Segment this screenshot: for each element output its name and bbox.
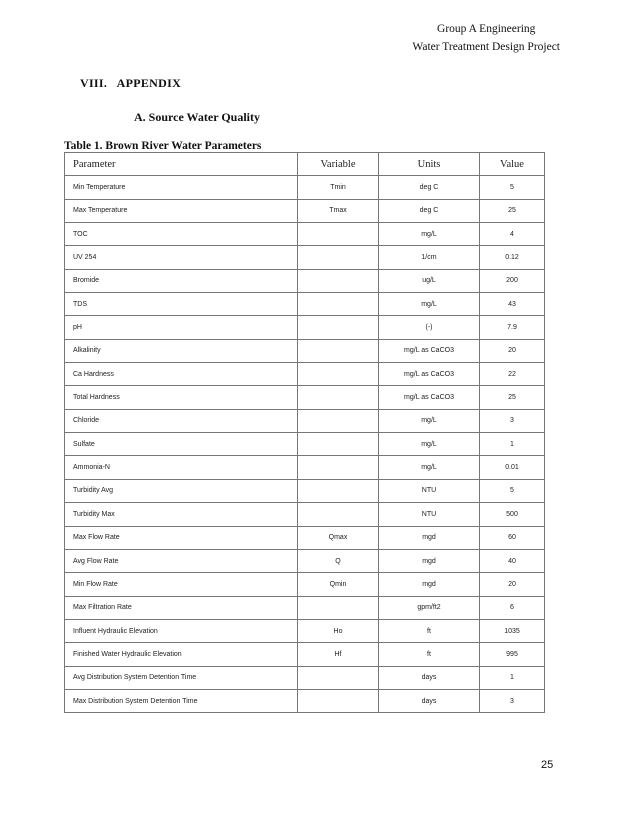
cell-units: NTU <box>379 479 480 502</box>
cell-variable <box>298 363 379 386</box>
cell-variable <box>298 409 379 432</box>
cell-value: 200 <box>480 269 545 292</box>
header-project: Water Treatment Design Project <box>412 41 560 53</box>
header-organization: Group A Engineering <box>437 23 536 35</box>
table-row <box>65 386 545 409</box>
cell-parameter: UV 254 <box>65 246 298 269</box>
column-header-variable: Variable <box>298 153 379 176</box>
cell-parameter: Ca Hardness <box>65 363 298 386</box>
cell-value: 7.9 <box>480 316 545 339</box>
cell-value: 40 <box>480 549 545 572</box>
cell-parameter: Chloride <box>65 409 298 432</box>
cell-variable <box>298 223 379 246</box>
cell-variable <box>298 689 379 712</box>
cell-parameter: Finished Water Hydraulic Elevation <box>65 643 298 666</box>
cell-variable: Tmin <box>298 176 379 199</box>
cell-parameter: Avg Flow Rate <box>65 549 298 572</box>
cell-units: (-) <box>379 316 480 339</box>
cell-variable <box>298 456 379 479</box>
cell-variable <box>298 269 379 292</box>
cell-value: 0.12 <box>480 246 545 269</box>
table-row <box>65 293 545 316</box>
cell-value: 25 <box>480 386 545 409</box>
table-row <box>65 409 545 432</box>
cell-variable <box>298 479 379 502</box>
table-row <box>65 596 545 619</box>
cell-variable: Q <box>298 549 379 572</box>
table-row <box>65 316 545 339</box>
page-number: 25 <box>541 759 554 771</box>
cell-variable: Qmin <box>298 573 379 596</box>
table-row <box>65 433 545 456</box>
cell-variable: Qmax <box>298 526 379 549</box>
table-caption: Table 1. Brown River Water Parameters <box>64 140 262 152</box>
cell-variable <box>298 386 379 409</box>
table-row <box>65 573 545 596</box>
table-row <box>65 339 545 362</box>
cell-units: mg/L <box>379 433 480 456</box>
cell-variable <box>298 503 379 526</box>
table-row <box>65 456 545 479</box>
column-header-value: Value <box>480 153 545 176</box>
table-row <box>65 479 545 502</box>
table-row <box>65 363 545 386</box>
cell-value: 1035 <box>480 619 545 642</box>
table-row <box>65 549 545 572</box>
cell-parameter: Bromide <box>65 269 298 292</box>
cell-units: mg/L <box>379 409 480 432</box>
cell-units: mg/L as CaCO3 <box>379 386 480 409</box>
cell-variable <box>298 666 379 689</box>
cell-value: 5 <box>480 176 545 199</box>
cell-variable <box>298 316 379 339</box>
table-row <box>65 223 545 246</box>
cell-value: 20 <box>480 573 545 596</box>
column-header-parameter: Parameter <box>65 153 298 176</box>
cell-parameter: Min Flow Rate <box>65 573 298 596</box>
column-header-units: Units <box>379 153 480 176</box>
cell-parameter: Ammonia-N <box>65 456 298 479</box>
table-row <box>65 199 545 222</box>
cell-parameter: Max Flow Rate <box>65 526 298 549</box>
cell-variable <box>298 433 379 456</box>
table-row <box>65 619 545 642</box>
cell-value: 3 <box>480 689 545 712</box>
cell-value: 5 <box>480 479 545 502</box>
section-title: APPENDIX <box>116 76 182 90</box>
cell-units: mg/L <box>379 223 480 246</box>
cell-units: gpm/ft2 <box>379 596 480 619</box>
cell-value: 22 <box>480 363 545 386</box>
cell-variable <box>298 339 379 362</box>
cell-parameter: Avg Distribution System Detention Time <box>65 666 298 689</box>
cell-value: 1 <box>480 666 545 689</box>
table-row <box>65 246 545 269</box>
cell-units: mg/L <box>379 293 480 316</box>
section-heading <box>80 76 181 91</box>
table-header-row <box>65 153 545 176</box>
water-parameters-table <box>64 152 545 713</box>
cell-variable: Hf <box>298 643 379 666</box>
cell-units: mgd <box>379 526 480 549</box>
cell-variable: Tmax <box>298 199 379 222</box>
cell-parameter: TDS <box>65 293 298 316</box>
cell-variable: Ho <box>298 619 379 642</box>
table-row <box>65 176 545 199</box>
cell-parameter: Max Distribution System Detention Time <box>65 689 298 712</box>
table-row <box>65 666 545 689</box>
cell-units: ug/L <box>379 269 480 292</box>
cell-units: mgd <box>379 573 480 596</box>
cell-units: 1/cm <box>379 246 480 269</box>
section-number: VIII. <box>80 76 108 90</box>
cell-units: ft <box>379 643 480 666</box>
cell-value: 995 <box>480 643 545 666</box>
cell-units: deg C <box>379 199 480 222</box>
cell-value: 6 <box>480 596 545 619</box>
cell-parameter: Turbidity Avg <box>65 479 298 502</box>
cell-units: ft <box>379 619 480 642</box>
cell-units: days <box>379 689 480 712</box>
cell-variable <box>298 246 379 269</box>
cell-value: 3 <box>480 409 545 432</box>
cell-variable <box>298 293 379 316</box>
cell-value: 4 <box>480 223 545 246</box>
cell-value: 43 <box>480 293 545 316</box>
page-header <box>412 20 560 56</box>
table-row <box>65 643 545 666</box>
table-row <box>65 503 545 526</box>
cell-parameter: pH <box>65 316 298 339</box>
cell-parameter: Max Filtration Rate <box>65 596 298 619</box>
table-body <box>65 176 545 713</box>
cell-parameter: Sulfate <box>65 433 298 456</box>
cell-parameter: Max Temperature <box>65 199 298 222</box>
cell-value: 1 <box>480 433 545 456</box>
cell-units: mg/L as CaCO3 <box>379 339 480 362</box>
table-row <box>65 526 545 549</box>
cell-parameter: TOC <box>65 223 298 246</box>
cell-parameter: Alkalinity <box>65 339 298 362</box>
cell-units: mgd <box>379 549 480 572</box>
cell-value: 60 <box>480 526 545 549</box>
cell-value: 500 <box>480 503 545 526</box>
cell-value: 20 <box>480 339 545 362</box>
cell-units: days <box>379 666 480 689</box>
table-row <box>65 689 545 712</box>
cell-variable <box>298 596 379 619</box>
cell-units: NTU <box>379 503 480 526</box>
cell-units: deg C <box>379 176 480 199</box>
cell-parameter: Total Hardness <box>65 386 298 409</box>
cell-value: 25 <box>480 199 545 222</box>
cell-parameter: Turbidity Max <box>65 503 298 526</box>
cell-value: 0.01 <box>480 456 545 479</box>
subsection-heading: A. Source Water Quality <box>134 110 260 124</box>
cell-units: mg/L <box>379 456 480 479</box>
cell-units: mg/L as CaCO3 <box>379 363 480 386</box>
table-row <box>65 269 545 292</box>
cell-parameter: Min Temperature <box>65 176 298 199</box>
cell-parameter: Influent Hydraulic Elevation <box>65 619 298 642</box>
